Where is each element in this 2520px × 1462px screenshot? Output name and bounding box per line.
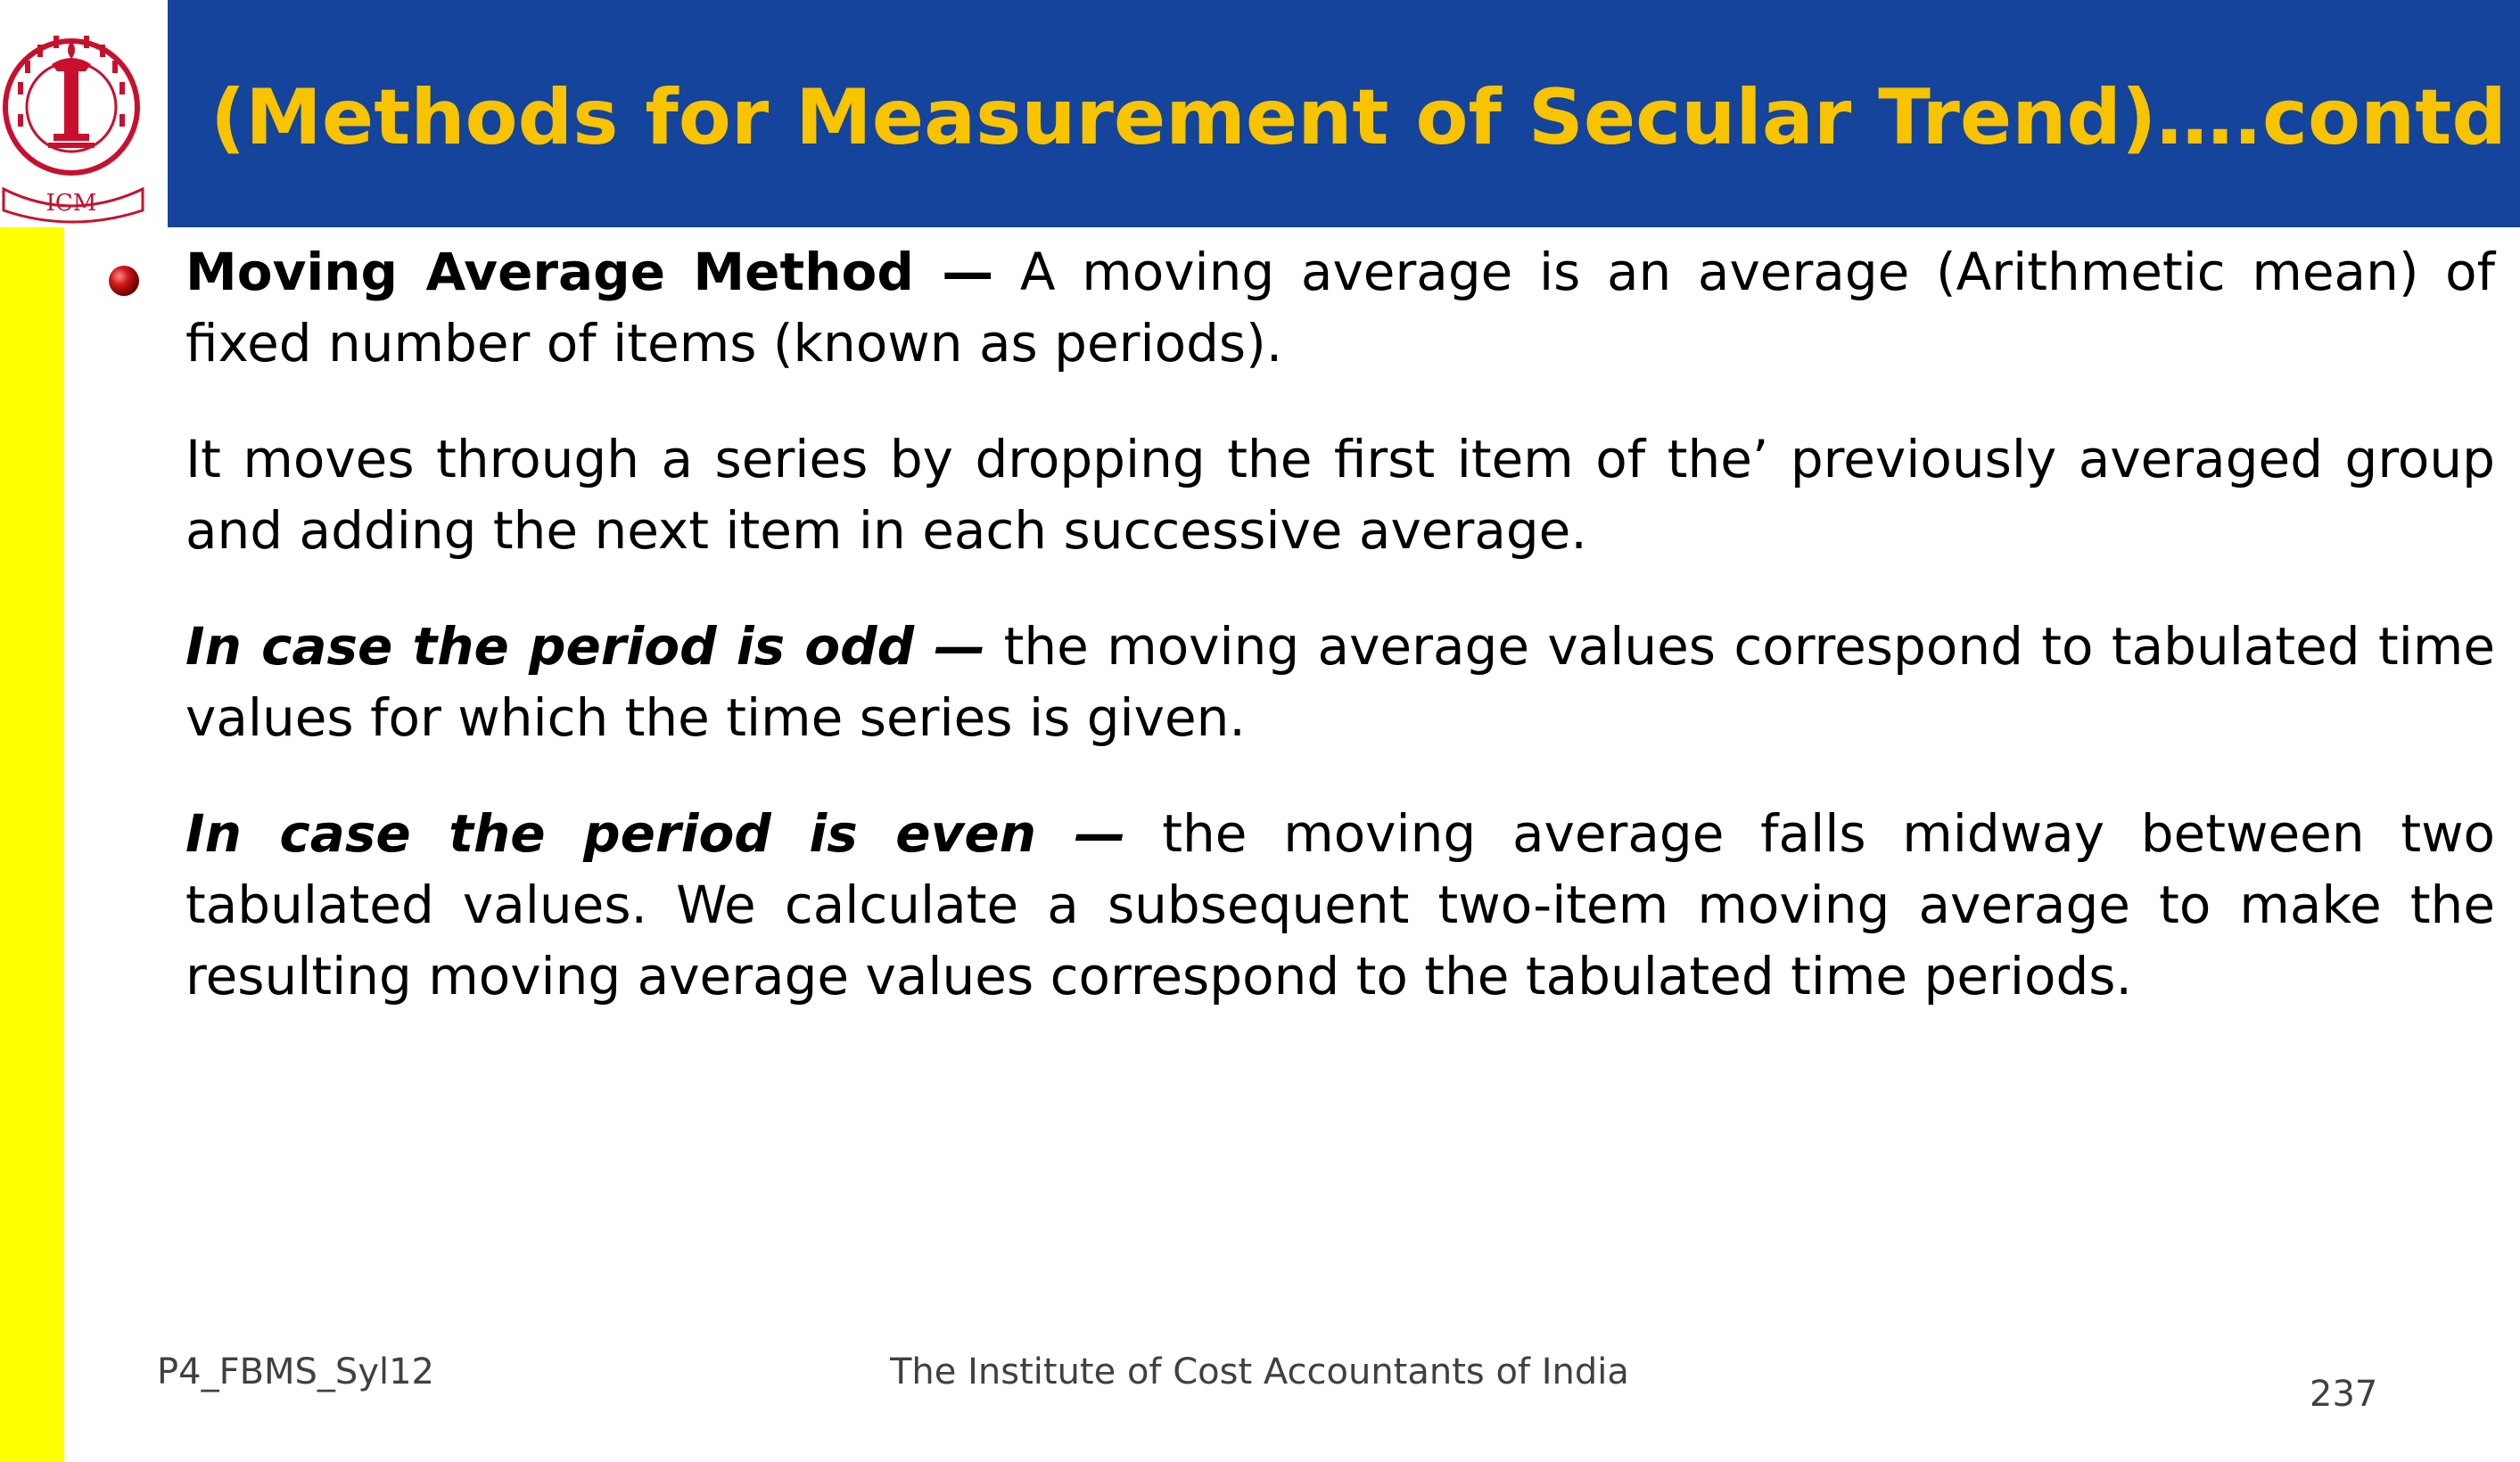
paragraph-moving-average-definition — [185, 236, 2495, 379]
even-period-text: the moving average falls midway between two tabulated values. We calculate a subsequent two-item moving average to make the resulting moving average values correspond to the tabulated time periods. — [185, 803, 2495, 1006]
footer-institute-name: The Institute of Cost Accountants of India — [890, 1351, 1629, 1392]
svg-text:ICM: ICM — [45, 190, 97, 217]
definition-text: A moving average is an average (Arithmetic mean) of fixed number of items (known as periods). — [185, 242, 2496, 374]
main-content — [185, 236, 2495, 1056]
paragraph-even-period — [185, 798, 2495, 1012]
series-text: It moves through a series by dropping the first item of the’ previously averaged group and adding the next item in each successive average. — [185, 429, 2495, 561]
page-title: (Methods for Measurement of Secular Trend)….contd — [210, 73, 2507, 162]
left-accent-stripe — [0, 227, 64, 1462]
odd-period-text: the moving average values correspond to tabulated time values for which the time series is given. — [185, 616, 2496, 748]
bullet-icon — [107, 264, 141, 298]
term-even-period: In case the period is even — — [185, 803, 1126, 864]
paragraph-moving-through-series — [185, 423, 2495, 566]
term-moving-average-method: Moving Average Method — — [185, 242, 994, 302]
institute-seal-logo — [0, 0, 168, 227]
term-odd-period: In case the period is odd — — [185, 616, 986, 677]
footer-course-code: P4_FBMS_Syl12 — [157, 1351, 434, 1392]
paragraph-odd-period — [185, 611, 2495, 753]
page-number: 237 — [2310, 1374, 2378, 1415]
